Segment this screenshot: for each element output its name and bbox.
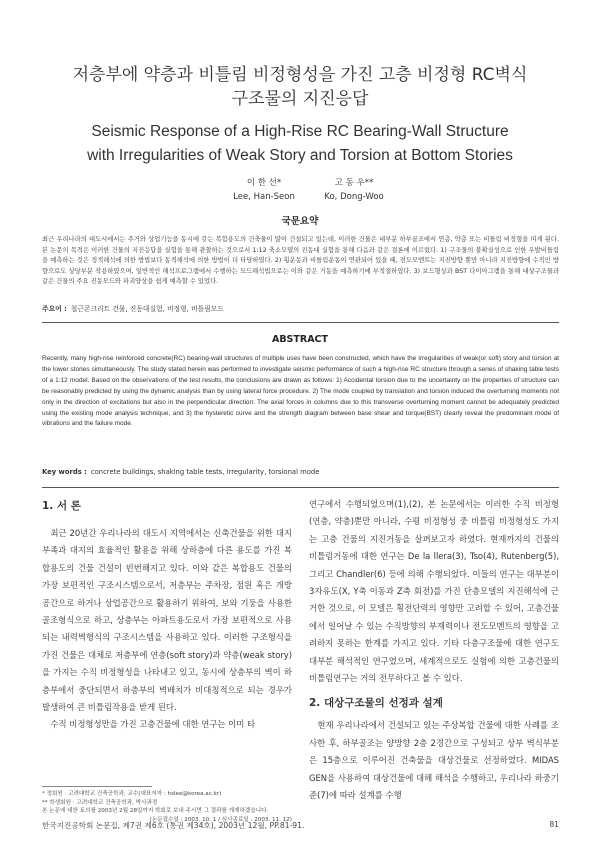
left-column-paragraph-2: 수직 비정형성만을 가진 고층건물에 대한 연구는 이미 타 [50, 719, 256, 730]
abstract-divider [42, 322, 559, 323]
journal-citation: 한국지진공학회 논문집, 제7권 제6호 (통권 제34호), 2003년 12월, PP.81-91. [42, 821, 305, 830]
korean-keywords-label: 주요어 : [42, 305, 67, 313]
keywords-text: concrete buildings, shaking table tests, irregularity, torsional mode [90, 468, 320, 476]
footnote-3: 본 논문에 대한 토의를 2003년 2월 28일까지 학회로 보내 주시면 그 결과를 게재하겠습니다. [42, 808, 269, 814]
english-title-line-2: with Irregularities of Weak Story and Torsion at Bottom Stories [87, 147, 513, 164]
left-column-paragraph-1: 최근 20년간 우리나라의 대도시 지역에서는 신축건물을 위한 대지부족과 대지의 효율적인 활용을 위해 상하층에 다른 용도를 가진 복합용도의 건물 건설이 빈번해지고 있다. 이와 같은 복합용도 건물의 가장 보편적인 구조시스템으로서, 저층부는 주차장, 점원 혹은 개방공간으로 하거나 상업공간으로 활용하기 위하여, 보와 기둥을 사용한 골조형식으로 하고, 상층부는 아파트용도로서 가장 보편적으로 사용되는 내력벽형식의 구조시스템을 사용하고 있다. 이러한 구조형식을 가진 건물은 대체로 저층부에 연층(soft story)과 약층(weak story)을 가지는 수직 비정형성을 나타내고 있고, 동시에 상층부의 벽이 하층부에서 중단되면서 하층부의 벽배치가 비대칭적으로 되는 경우가 발생하여 큰 비틀림작용을 받게 된다. [42, 528, 292, 713]
author-1-korean-name: 이 한 선* [246, 178, 282, 188]
footnote-2: ** 학생회원 · 고려대학교 건축공학과, 박사과정 [42, 799, 158, 806]
korean-abstract-text: 최근 우리나라의 대도시에서는 주거와 상업기능을 동시에 갖는 복합용도의 건축물이 많이 건설되고 있는데, 이러한 건물은 대부분 하부골조에서 연층, 약층 또는 비틀림 비정형을 띠게 된다. 본 논문의 목적은 이러한 건물의 지진응답을 실험을 통해 관찰하는 것으로서 1:12 축소모델의 진동대 실험을 통해 다음과 같은 결론에 이르렀다. 1) 구조물의 불확실성으로 인한 우발비틀림을 예측하는 것은 정적해석에 의한 방법보다 동적해석에 의한 방법이 더 타당하였다. 2) 횡운동과 비틀림운동이 연관되어 있을 때, 전도모멘트는 지진방향 뿐만 아니라 지진방향에 수직인 방향으로도 상당부분 작용하였으며, 일반적인 해석프로그램에서 수행하는 모드해석법으로는 이와 같은 거동을 예측하기에 부적절하였다. 3) 보드형상과 BST 다이아그램을 통해 대상구조물과 같은 건물의 주요 진동모드와 파괴양상을 쉽게 예측할 수 있었다. [42, 236, 559, 286]
korean-title-line-1: 저층부에 약층과 비틀림 비정형성을 가진 고층 비정형 RC벽식 [72, 65, 528, 85]
author-2-korean-name: 고 동 우** [334, 178, 374, 188]
abstract-text: Recently, many high-rise reinforced concrete(RC) bearing-wall structures of multiple uses have been constructed, which have the irregularities of weak(or soft) story and torsion at the lower stories simultaneously. The study stated herein was performed to investigate seismic performance of such a high-rise RC structure through a series of shaking table tests of a 1:12 model. Based on the observations of the test results, the conclusions are drawn as follows: 1) Accidental torsion due to the uncertainty on the properties of structure can be reasonably predicted by using the dynamic analysis than by using lateral force procedure. 2) The mode coupled by translation and torsion induced the overturning moments not only in the direction of excitations but also in the perpendicular direction: The axial forces in columns due to this transverse overturning moment cannot be adequately predicted using the existing mode analysis technique, and 3) the hysteretic curve and the strength diagram between base shear and torque(BST) clearly reveal the predominant mode of vibrations and the failure mode. [42, 355, 559, 428]
korean-keywords [42, 303, 559, 313]
footnote-1: * 정회원 · 고려대학교 건축공학과, 교수(대표저자 : hslee@korea.ac.kr) [42, 791, 222, 797]
footnotes [42, 790, 292, 824]
abstract-heading: ABSTRACT [271, 334, 329, 345]
body-divider [42, 487, 559, 488]
korean-keywords-text: 철근콘크리트 건물, 진동대실험, 비정형, 비틀림모드 [70, 305, 224, 313]
author-1 [224, 176, 304, 204]
keywords-label: Key words : [42, 468, 87, 476]
right-column [309, 496, 559, 805]
left-column [42, 496, 292, 734]
journal-footer [42, 820, 559, 831]
author-2 [314, 176, 394, 204]
right-column-paragraph-2: 현재 우리나라에서 건설되고 있는 주상복합 건물에 대한 사례를 조사한 후, 하부골조는 양방향 2층 2경간으로 구성되고 상부 벽식부분은 15층으로 이루어진 건축물을 대상건물로 선정하였다. MIDAS GEN을 사용하여 대상건물에 대해 해석을 수행하고, 우리나라 하중기준(7)에 따라 설계를 수행 [309, 720, 559, 801]
right-column-paragraph-1: 연구에서 수행되었으며(1),(2), 본 논문에서는 이러한 수직 비정형(연층, 약층)뿐만 아니라, 수평 비정형성 중 비틀림 비정형성도 가지는 고층 건물의 지진거동을 살펴보고자 하였다. 현재까지의 건물의 비틀림거동에 대한 연구는 De la llera(3), Tso(4), Rutenberg(5), 그리고 Chandler(6) 등에 의해 수행되었다. 이들의 연구는 대부분이 3자유도(X, Y축 이동과 Z축 회전)를 가진 단층모델의 지진해석에 근거한 것으로, 이 모델은 횡전단력의 영향만 고려할 수 있어, 고층건물에서 일어날 수 있는 수직방향의 부재력이나 전도모멘트의 영향을 고려하지 못하는 한계를 가지고 있다. 기타 다층구조물에 대한 연구도 대부분 해석적인 연구였으며, 세계적으로도 실험에 의한 고층건물의 비틀림연구는 거의 전무하다고 볼 수 있다. [309, 499, 559, 684]
page-number: 81 [549, 820, 559, 829]
korean-title-line-2: 구조물의 지진응답 [231, 89, 369, 109]
author-2-english-name: Ko, Dong-Woo [324, 192, 384, 202]
footnote-4: (논문접수일 : 2003. 10. 1 / 심사종료일 : 2003. 11. 12) [149, 816, 292, 823]
keywords [42, 468, 559, 476]
author-1-english-name: Lee, Han-Seon [233, 192, 295, 202]
section-2-heading: 2. 대상구조물의 선정과 설계 [309, 697, 443, 710]
footnote-divider [42, 786, 152, 787]
korean-abstract-heading: 국문요약 [281, 216, 319, 227]
section-1-heading: 1. 서 론 [42, 500, 81, 512]
english-title-line-1: Seismic Response of a High-Rise RC Bearing-Wall Structure [91, 123, 509, 140]
